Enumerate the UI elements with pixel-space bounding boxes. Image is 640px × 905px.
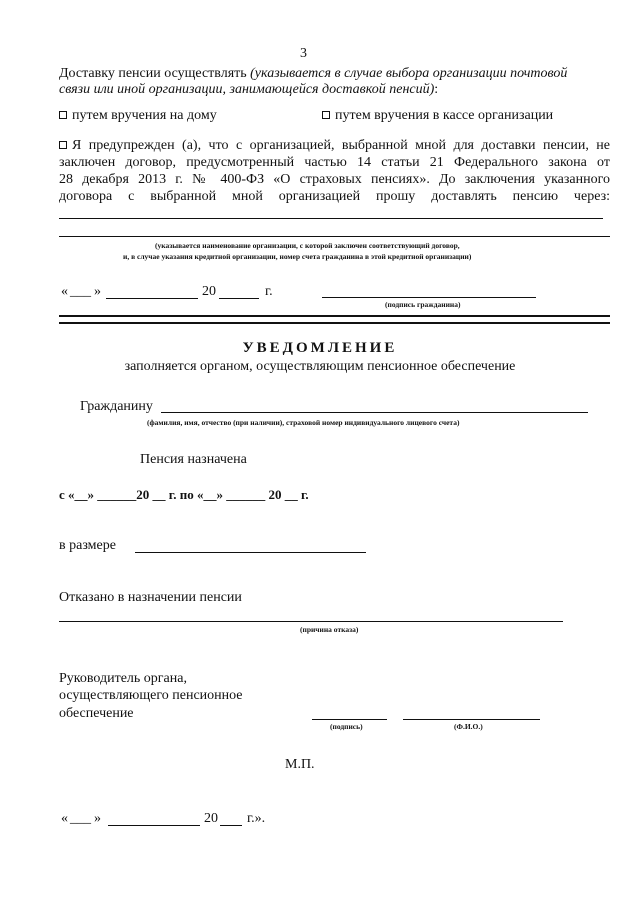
amount-field[interactable] — [135, 552, 366, 553]
org-note-line-2: и, в случае указания кредитной организации, номер счета гражданина в этой кредитной организации) — [123, 252, 472, 261]
warning-line-3: 28 декабря 2013 г. № 400-ФЗ «О страховых пенсиях». До заключения указанного — [59, 172, 610, 187]
final-date-month-field[interactable] — [108, 825, 200, 826]
refusal-caption: (причина отказа) — [300, 625, 359, 634]
delivery-lead-italic: (указывается в случае выбора организации почтовой — [250, 66, 568, 81]
citizen-date-year-suffix: г. — [265, 284, 273, 299]
citizen-date-open-quote: « — [61, 284, 68, 299]
separator-top-line — [59, 315, 610, 317]
citizen-name-field[interactable] — [161, 412, 588, 413]
refusal-label: Отказано в назначении пенсии — [59, 590, 242, 605]
delivery-line2-italic: связи или иной организации, занимающейся доставкой пенсий) — [59, 82, 435, 97]
checkbox-icon[interactable] — [322, 111, 330, 119]
warning-line-1 — [59, 138, 610, 154]
citizen-name-caption: (фамилия, имя, отчество (при наличии), страховой номер индивидуального лицевого счета) — [147, 418, 460, 427]
notice-subtitle: заполняется органом, осуществляющим пенсионное обеспечение — [124, 359, 516, 374]
option-home-label: путем вручения на дому — [72, 108, 217, 123]
delivery-line-1 — [59, 66, 610, 82]
head-signature-caption: (подпись) — [330, 722, 363, 731]
citizen-signature-field[interactable] — [322, 297, 536, 298]
warning-line1-text: Я предупрежден (а), что с организацией, выбранной мной для доставки пенсии, не — [72, 138, 610, 153]
final-date-day-blank[interactable]: ___ — [70, 811, 91, 826]
delivery-line-2 — [59, 82, 438, 98]
refusal-reason-field[interactable] — [59, 621, 563, 622]
warning-line-2: заключен договор, предусмотренный частью 14 статьи 21 Федерального закона от — [59, 155, 610, 170]
citizen-date-month-field[interactable] — [106, 298, 198, 299]
pension-assigned-label: Пенсия назначена — [140, 452, 247, 467]
warning-line-4: договора с выбранной мной организацией прошу доставлять пенсию через: — [59, 189, 610, 204]
delivery-lead: Доставку пенсии осуществлять — [59, 66, 251, 81]
head-signature-field[interactable] — [312, 719, 387, 720]
head-fio-caption: (Ф.И.О.) — [454, 722, 483, 731]
option-home-checkbox[interactable] — [59, 108, 217, 124]
head-fio-field[interactable] — [403, 719, 540, 720]
organization-field-line-2[interactable] — [59, 236, 610, 237]
final-date-year-field[interactable] — [220, 825, 242, 826]
pension-period[interactable]: с «__» ______20 __ г. по «__» ______ 20 __ г. — [59, 487, 309, 502]
checkbox-icon[interactable] — [59, 141, 67, 149]
head-label-line-2: осуществляющего пенсионное — [59, 688, 243, 703]
org-note-line-1: (указывается наименование организации, с которой заключен соответствующий договор, — [155, 241, 460, 250]
final-date-suffix: г.». — [247, 811, 266, 826]
stamp-place: М.П. — [285, 757, 315, 772]
final-date-close-quote: » — [94, 811, 101, 826]
final-date-year-prefix: 20 — [204, 811, 218, 826]
delivery-line2-tail: : — [434, 82, 439, 97]
citizen-signature-caption: (подпись гражданина) — [385, 300, 461, 309]
head-label-line-3: обеспечение — [59, 706, 134, 721]
citizen-label: Гражданину — [80, 399, 153, 414]
amount-label: в размере — [59, 538, 116, 553]
citizen-date-year-prefix: 20 — [202, 284, 216, 299]
citizen-date-day-blank[interactable]: ___ — [70, 284, 91, 299]
notice-title: УВЕДОМЛЕНИЕ — [242, 340, 398, 356]
option-cash-label: путем вручения в кассе организации — [335, 108, 554, 123]
citizen-date-year-field[interactable] — [219, 298, 259, 299]
head-label-line-1: Руководитель органа, — [59, 671, 187, 686]
separator-bottom-line — [59, 322, 610, 324]
final-date-open-quote: « — [61, 811, 68, 826]
option-cash-checkbox[interactable] — [322, 108, 553, 124]
checkbox-icon[interactable] — [59, 111, 67, 119]
page-number: 3 — [300, 46, 307, 61]
organization-field-line[interactable] — [59, 218, 603, 219]
citizen-date-close-quote: » — [94, 284, 101, 299]
